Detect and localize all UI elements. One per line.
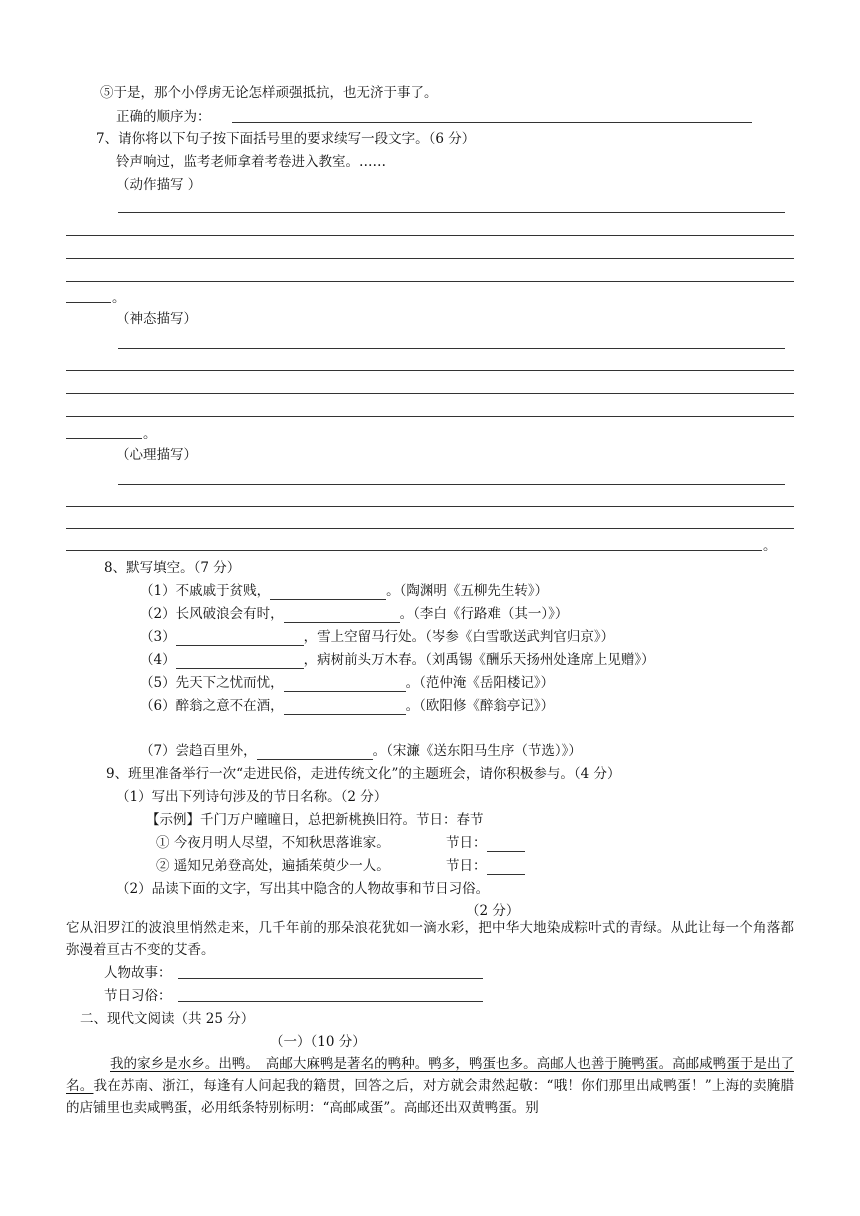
answer-line[interactable] bbox=[66, 258, 794, 259]
q6-item-5: ⑤于是，那个小俘虏无论怎样顽强抵抗，也无济于事了。 bbox=[100, 85, 438, 101]
q8-line-3-prompt: （3） bbox=[140, 629, 176, 645]
q8-line-5 bbox=[140, 674, 554, 692]
answer-line[interactable] bbox=[178, 978, 483, 979]
answer-line[interactable] bbox=[66, 370, 794, 371]
q8-line-2 bbox=[140, 605, 568, 623]
blank[interactable] bbox=[487, 860, 525, 875]
q8-line-7 bbox=[140, 742, 582, 760]
q7-action-label: （动作描写 ） bbox=[116, 177, 202, 193]
period: 。 bbox=[112, 290, 126, 306]
passage-text: 我在苏南、浙江，每逢有人问起我的籍贯，回答之后，对方就会肃然起敬：“哦！你们那里出咸鸭蛋！”上海的卖腌腊的店铺里也卖咸鸭蛋，必用纸条特别标明：“高邮咸蛋”。高邮还出双黄鸭蛋。别 bbox=[66, 1078, 794, 1116]
q7-psych-label: （心理描写） bbox=[116, 447, 197, 463]
blank[interactable] bbox=[257, 745, 373, 760]
q8-line-1-prompt: （1）不戚戚于贫贱， bbox=[140, 583, 271, 599]
q8-line-7-prompt: （7）尝趋百里外， bbox=[140, 743, 257, 759]
period: 。 bbox=[143, 426, 157, 442]
answer-line[interactable] bbox=[66, 506, 794, 507]
section2-title: 二、现代文阅读（共 25 分） bbox=[80, 1011, 255, 1027]
q8-line-4 bbox=[140, 651, 655, 669]
q7-expression-label: （神态描写） bbox=[116, 311, 197, 327]
answer-line[interactable] bbox=[66, 281, 794, 282]
q7-prompt: 铃声响过，监考老师拿着考卷进入教室。…… bbox=[116, 154, 386, 170]
q9-sub1: （1）写出下列诗句涉及的节日名称。（2 分） bbox=[116, 789, 388, 805]
answer-line[interactable] bbox=[178, 1001, 483, 1002]
q8-line-5-prompt: （5）先天下之忧而忧， bbox=[140, 675, 284, 691]
q8-line-6-source: 。（欧阳修《醉翁亭记》） bbox=[405, 698, 555, 714]
blank[interactable] bbox=[284, 677, 406, 692]
q7-title: 7、请你将以下句子按下面括号里的要求续写一段文字。（6 分） bbox=[96, 131, 476, 147]
q8-title: 8、默写填空。（7 分） bbox=[104, 560, 241, 576]
q8-line-4-source: ，病树前头万木春。（刘禹锡《酬乐天扬州处逢席上见赠》） bbox=[303, 652, 655, 668]
q8-line-1 bbox=[140, 582, 548, 600]
q8-line-1-source: 。（陶渊明《五柳先生转》） bbox=[386, 583, 549, 599]
answer-line[interactable] bbox=[66, 528, 794, 529]
q8-line-2-source: 。（李白《行路难（其一）》） bbox=[399, 606, 569, 622]
q8-line-7-source: 。（宋濂《送东阳马生序（节选）》） bbox=[372, 743, 582, 759]
q8-line-5-source: 。（范仲淹《岳阳楼记》） bbox=[405, 675, 555, 691]
answer-line[interactable] bbox=[118, 484, 785, 485]
answer-line[interactable] bbox=[66, 550, 762, 551]
answer-line[interactable] bbox=[66, 438, 142, 439]
blank[interactable] bbox=[284, 608, 400, 623]
q8-line-4-prompt: （4） bbox=[140, 652, 176, 668]
festival-label: 节日： bbox=[446, 835, 487, 851]
festival-label: 节日： bbox=[446, 858, 487, 874]
q8-line-3 bbox=[140, 628, 614, 646]
q9-story-label: 人物故事： bbox=[104, 965, 172, 981]
answer-line[interactable] bbox=[118, 348, 785, 349]
blank[interactable] bbox=[270, 585, 386, 600]
section2-passage bbox=[66, 1053, 794, 1119]
underlined-sentence: 我的家乡是水乡。出鸭。 高邮大麻鸭是著名的鸭种。鸭多，鸭蛋也多。高邮人也善于腌鸭蛋。高邮咸鸭蛋于是出了名。 bbox=[66, 1056, 794, 1094]
blank[interactable] bbox=[176, 654, 304, 669]
q9-title: 9、班里准备举行一次“走进民俗，走进传统文化”的主题班会，请你积极参与。（4 分） bbox=[106, 766, 621, 782]
answer-line[interactable] bbox=[66, 416, 794, 417]
period: 。 bbox=[763, 538, 777, 554]
answer-line[interactable] bbox=[66, 393, 794, 394]
q9-festival-2 bbox=[446, 857, 525, 875]
answer-line[interactable] bbox=[118, 212, 785, 213]
blank[interactable] bbox=[487, 837, 525, 852]
answer-line[interactable] bbox=[66, 235, 794, 236]
blank[interactable] bbox=[284, 700, 406, 715]
q8-line-6 bbox=[140, 697, 554, 715]
section2-sub: （一）（10 分） bbox=[270, 1034, 366, 1050]
q9-example: 【示例】千门万户曈曈日，总把新桃换旧符。节日：春节 bbox=[146, 812, 484, 828]
q6-order-answer-line[interactable] bbox=[232, 122, 752, 123]
blank[interactable] bbox=[176, 631, 304, 646]
q9-passage: 它从汨罗江的波浪里悄然走来，几千年前的那朵浪花犹如一滴水彩，把中华大地染成粽叶式的青绿。从此让每一个角落都弥漫着亘古不变的艾香。 bbox=[66, 920, 794, 958]
q9-sub2: （2）品读下面的文字，写出其中隐含的人物故事和节日习俗。 bbox=[116, 881, 490, 897]
q9-poem-1: ① 今夜月明人尽望，不知秋思落谁家。 bbox=[156, 835, 390, 851]
answer-line[interactable] bbox=[66, 302, 111, 303]
q9-custom-label: 节日习俗： bbox=[104, 988, 172, 1004]
q6-order-label: 正确的顺序为： bbox=[116, 109, 211, 125]
q9-festival-1 bbox=[446, 834, 525, 852]
q8-line-3-source: ，雪上空留马行处。（岑参《白雪歌送武判官归京》） bbox=[303, 629, 615, 645]
q9-poem-2: ② 遥知兄弟登高处，遍插茱萸少一人。 bbox=[156, 858, 390, 874]
q8-line-2-prompt: （2）长风破浪会有时， bbox=[140, 606, 284, 622]
q9-sub2-score: （2 分） bbox=[466, 903, 520, 919]
q8-line-6-prompt: （6）醉翁之意不在酒， bbox=[140, 698, 284, 714]
